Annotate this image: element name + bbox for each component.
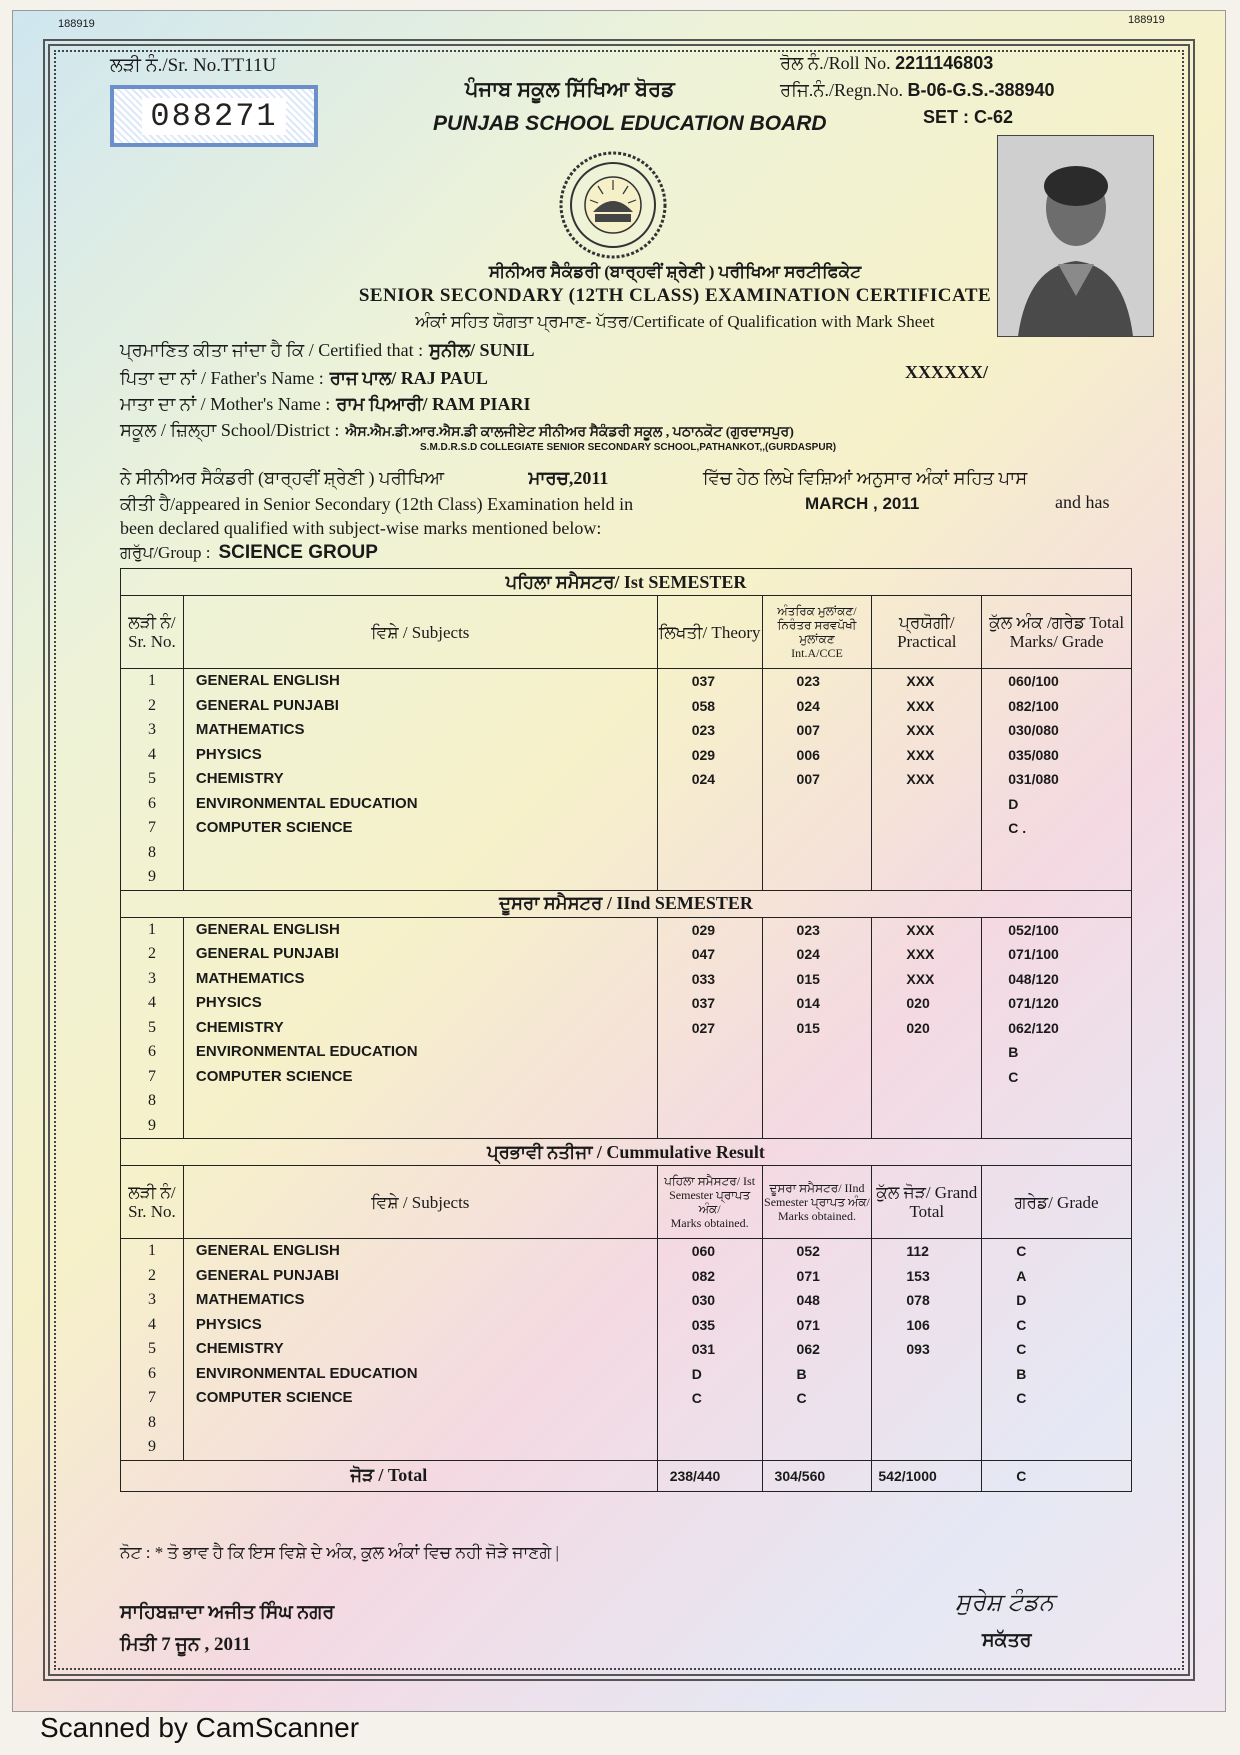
cell: 033: [691, 970, 716, 987]
cum-s2: [762, 1239, 872, 1461]
student-name: ਸੁਨੀਲ/ SUNIL: [429, 340, 535, 360]
cell: 2: [147, 696, 156, 714]
cell: 4: [147, 994, 156, 1011]
and-has: and has: [1055, 492, 1110, 512]
group-label: ਗਰੁੱਪ/Group :: [120, 543, 211, 562]
cell: PHYSICS: [195, 745, 262, 763]
cum-subjects: [183, 1239, 657, 1461]
cell: [872, 1114, 981, 1139]
cell: 093: [906, 1341, 930, 1357]
cell: 106: [906, 1316, 930, 1333]
marks-table: [120, 568, 1132, 1492]
cell: [872, 865, 981, 890]
group-field: [120, 542, 378, 564]
cell: 037: [691, 995, 716, 1011]
cell: 082/100: [1008, 697, 1059, 714]
cell: 9: [147, 1438, 156, 1455]
issue-place: ਸਾਹਿਬਜ਼ਾਦਾ ਅਜੀਤ ਸਿੰਘ ਨਗਰ: [120, 1602, 335, 1623]
cell: 007: [796, 771, 820, 787]
certified-label: ਪ੍ਰਮਾਣਿਤ ਕੀਤਾ ਜਾਂਦਾ ਹੈ ਕਿ / Certified that :: [120, 340, 424, 360]
cell: GENERAL PUNJABI: [195, 945, 339, 962]
cell: ENVIRONMENTAL EDUCATION: [195, 1364, 418, 1382]
cell: 5: [147, 1340, 156, 1357]
cell: COMPUTER SCIENCE: [195, 1067, 353, 1085]
cell: 8: [147, 1092, 156, 1109]
cell: XXX: [906, 970, 935, 987]
cell: 112: [906, 1243, 929, 1259]
total-grand: 542/1000: [872, 1460, 982, 1491]
cell: 047: [691, 946, 716, 962]
cum-grand: [872, 1239, 982, 1461]
cell: 023: [691, 722, 716, 738]
sem1-total: [982, 669, 1132, 891]
cell: [982, 1114, 1131, 1139]
cell: 006: [796, 746, 820, 763]
cell: [982, 1435, 1131, 1460]
cell: ENVIRONMENTAL EDUCATION: [195, 794, 418, 812]
cell: XXX: [906, 771, 935, 787]
cell: [196, 1089, 657, 1114]
certified-field: [120, 340, 535, 361]
exam-line-3: been declared qualified with subject-wise marks mentioned below:: [120, 518, 602, 538]
cell: [872, 1386, 981, 1411]
cell: [763, 816, 872, 841]
father-name: ਰਾਜ ਪਾਲ/ RAJ PAUL: [329, 368, 488, 388]
cum-col-sr: ਲੜੀ ਨੰ/ Sr. No.: [121, 1166, 184, 1239]
cell: CHEMISTRY: [195, 770, 284, 787]
cell: [658, 1114, 762, 1139]
cell: C: [1016, 1390, 1027, 1406]
cell: 6: [147, 1043, 156, 1060]
cell: [658, 1065, 762, 1090]
cell: B: [1008, 1044, 1019, 1060]
cell: [872, 1435, 981, 1460]
cell: 023: [796, 921, 820, 938]
cell: PHYSICS: [195, 1315, 262, 1333]
cell: 153: [906, 1267, 930, 1284]
cell: 031: [691, 1341, 716, 1357]
cell: C: [1016, 1243, 1027, 1259]
mother-name: ਰਾਮ ਪਿਆਰੀ/ RAM PIARI: [336, 394, 531, 414]
cell: [196, 865, 657, 890]
cell: 2: [147, 945, 156, 962]
sem1-int: [762, 669, 872, 891]
cell: 031/080: [1008, 771, 1059, 787]
cell: D: [1016, 1292, 1027, 1308]
cell: 1: [147, 920, 156, 938]
cell: [763, 1114, 872, 1139]
cell: 058: [691, 697, 716, 714]
cell: GENERAL PUNJABI: [195, 696, 339, 714]
cell: [982, 1089, 1131, 1114]
cum-col-s1-en: Marks obtained.: [670, 1216, 749, 1230]
sem2-rows: [121, 917, 1132, 1139]
cell: [196, 1114, 657, 1139]
father-field: [120, 368, 488, 389]
sem2-practical: [872, 917, 982, 1139]
total-s2: 304/560: [762, 1460, 872, 1491]
sem2-int: [762, 917, 872, 1139]
cell: 1: [147, 672, 156, 689]
cell: XXX: [906, 673, 935, 689]
cell: 071: [796, 1316, 820, 1333]
cell: 6: [147, 794, 156, 812]
sem2-subjects: [183, 917, 657, 1139]
cell: [658, 865, 762, 890]
sem2-title: ਦੂਸਰਾ ਸਮੈਸਟਰ / IInd SEMESTER: [121, 890, 1132, 917]
exam-line-1: [120, 468, 1027, 489]
cell: 1: [147, 1242, 156, 1259]
certificate-title-punjabi: ਸੀਨੀਅਰ ਸੈਕੰਡਰੀ (ਬਾਰ੍ਹਵੀਂ ਸ਼੍ਰੇਣੀ ) ਪਰੀਖਿਆ ਸਰਟੀਫਿਕੇਟ: [488, 262, 862, 281]
cell: 029: [691, 921, 716, 938]
cell: [763, 841, 872, 866]
sem2-theory: [657, 917, 762, 1139]
cell: 071: [796, 1267, 820, 1284]
col-total: ਕੁੱਲ ਅੰਕ /ਗਰੇਡ Total Marks/ Grade: [982, 596, 1132, 669]
cell: [872, 1065, 981, 1090]
cell: COMPUTER SCIENCE: [195, 819, 353, 836]
cum-s1: [657, 1239, 762, 1461]
cell: 062/120: [1008, 1019, 1059, 1036]
cum-header: [121, 1139, 1132, 1166]
scanner-watermark: Scanned by CamScanner: [40, 1712, 360, 1743]
cell: 8: [147, 843, 156, 861]
cell: [658, 1435, 762, 1460]
cell: CHEMISTRY: [195, 1018, 284, 1036]
footer-note: ਨੋਟ : * ਤੋ ਭਾਵ ਹੈ ਕਿ ਇਸ ਵਿਸ਼ੇ ਦੇ ਅੰਕ, ਕੁਲ ਅੰਕਾਂ ਵਿਚ ਨਹੀ ਜੋੜੇ ਜਾਣਗੇ |: [120, 1543, 559, 1562]
cell: 060/100: [1008, 673, 1059, 689]
cell: 3: [147, 1291, 156, 1308]
school-name-english: S.M.D.R.S.D COLLEGIATE SENIOR SECONDARY SCHOOL,PATHANKOT,,(GURDASPUR): [420, 442, 837, 453]
cell: C: [1016, 1341, 1027, 1357]
total-row: [121, 1460, 1132, 1491]
cell: 030/080: [1008, 722, 1059, 738]
col-int-pa: ਅੰਤਰਿਕ ਮੁਲਾਂਕਣ/ਨਿਰੰਤਰ ਸਰਵਪੱਖੀ ਮੁਲਾਂਕਣ: [777, 604, 857, 646]
cell: [763, 792, 872, 817]
cum-col-s2-pa: ਦੂਸਰਾ ਸਮੈਸਟਰ/ IInd Semester ਪ੍ਰਾਪਤ ਅੰਕ/: [764, 1181, 870, 1209]
cell: CHEMISTRY: [195, 1340, 284, 1357]
cell: [196, 1435, 657, 1460]
cell: GENERAL ENGLISH: [195, 1242, 340, 1259]
cell: GENERAL ENGLISH: [195, 920, 340, 938]
cell: XXX: [906, 746, 935, 763]
cell: 014: [796, 995, 820, 1011]
cell: [982, 841, 1131, 866]
col-sr: ਲੜੀ ਨੰ/ Sr. No.: [121, 596, 184, 669]
cell: 5: [147, 1018, 156, 1036]
cell: XXX: [906, 946, 935, 962]
sem1-title: ਪਹਿਲਾ ਸਮੈਸਟਰ/ Ist SEMESTER: [121, 569, 1132, 596]
cell: MATHEMATICS: [195, 721, 305, 738]
set-code: SET : C-62: [923, 107, 1014, 127]
sem2-total: [982, 917, 1132, 1139]
cell: 3: [147, 969, 156, 987]
cell: 048: [796, 1292, 820, 1308]
cell: [763, 865, 872, 890]
cell: 7: [147, 819, 156, 836]
cell: [196, 1411, 657, 1436]
cell: [763, 1435, 872, 1460]
cell: 052: [796, 1243, 820, 1259]
certificate-title: SENIOR SECONDARY (12TH CLASS) EXAMINATION CERTIFICATE: [358, 285, 992, 306]
total-grade: C: [982, 1460, 1132, 1491]
cell: 007: [796, 722, 820, 738]
cell: [658, 1040, 762, 1065]
cum-numbers: [121, 1239, 184, 1461]
serial-label: ਲੜੀ ਨੰ./Sr. No.TT11U: [110, 55, 277, 76]
serial-number-box: [110, 85, 318, 147]
exam-month-pa: ਮਾਰਚ,2011: [528, 468, 609, 488]
cell: [658, 1089, 762, 1114]
cell: 024: [796, 697, 820, 714]
exam-line-1a: ਨੇ ਸੀਨੀਅਰ ਸੈਕੰਡਰੀ (ਬਾਰ੍ਹਵੀਂ ਸ਼੍ਰੇਣੀ ) ਪਰੀਖਿਆ: [120, 468, 445, 488]
cum-col-grade: ਗਰੇਡ/ Grade: [982, 1166, 1132, 1239]
school-name: ਐਸ.ਐਮ.ਡੀ.ਆਰ.ਐਸ.ਡੀ ਕਾਲਜੀਏਟ ਸੀਨੀਅਰ ਸੈਕੰਡਰੀ ਸਕੂਲ , ਪਠਾਨਕੋਟ (ਗੁਰਦਾਸਪੁਰ): [345, 425, 794, 440]
cell: [658, 792, 762, 817]
cell: 020: [906, 995, 930, 1011]
sem1-subjects: [183, 669, 657, 891]
cell: 4: [147, 745, 156, 763]
total-s1: 238/440: [657, 1460, 762, 1491]
cum-col-s1-pa: ਪਹਿਲਾ ਸਮੈਸਟਰ/ Ist Semester ਪ੍ਰਾਪਤ ਅੰਕ/: [664, 1174, 756, 1216]
cell: 071/120: [1008, 995, 1059, 1011]
cell: 029: [691, 746, 716, 763]
cell: 052/100: [1008, 921, 1059, 938]
cell: C: [691, 1390, 702, 1406]
cell: C: [1016, 1316, 1027, 1333]
cell: [658, 816, 762, 841]
cell: [982, 1411, 1131, 1436]
total-label: ਜੋੜ / Total: [121, 1460, 658, 1491]
cell: 4: [147, 1315, 156, 1333]
cell: 9: [147, 1116, 156, 1134]
cell: 060: [691, 1243, 716, 1259]
cell: XXX: [906, 921, 935, 938]
cell: A: [1016, 1267, 1027, 1284]
exam-month: MARCH , 2011: [805, 494, 920, 513]
cell: 9: [147, 868, 156, 885]
cell: 048/120: [1008, 970, 1059, 987]
cell: XXX: [906, 697, 935, 714]
cell: 2: [147, 1266, 156, 1284]
cell: 082: [691, 1267, 716, 1284]
cell: GENERAL ENGLISH: [195, 672, 340, 689]
exam-line-2: ਕੀਤੀ ਹੈ/appeared in Senior Secondary (12th Class) Examination held in: [120, 494, 634, 514]
cell: 3: [147, 721, 156, 738]
cell: [658, 841, 762, 866]
cell: 8: [147, 1413, 156, 1431]
cum-col-s2: [762, 1166, 872, 1239]
cell: 024: [796, 946, 820, 962]
cell: XXX: [906, 722, 935, 738]
cell: PHYSICS: [195, 994, 262, 1011]
cell: B: [1016, 1365, 1027, 1382]
issue-date: ਮਿਤੀ 7 ਜੂਨ , 2011: [120, 1634, 251, 1655]
cell: [763, 1065, 872, 1090]
cell: MATHEMATICS: [195, 1291, 305, 1308]
cell: [982, 865, 1131, 890]
secretary-title: ਸਕੱਤਰ: [982, 1630, 1032, 1651]
cell: [763, 1040, 872, 1065]
roll-label: ਰੋਲ ਨੰ./Roll No.: [780, 53, 891, 73]
cell: 024: [691, 771, 716, 787]
certificate-subtitle: ਅੰਕਾਂ ਸਹਿਤ ਯੋਗਤਾ ਪ੍ਰਮਾਣ- ਪੱਤਰ/Certificate of Qualification with Mark Sheet: [415, 312, 935, 331]
cum-grade: [982, 1239, 1132, 1461]
col-int: [762, 596, 872, 669]
sem1-practical: [872, 669, 982, 891]
sem1-rows: [121, 669, 1132, 891]
regn-label: ਰਜਿ.ਨੰ./Regn.No.: [780, 80, 903, 100]
sem2-numbers: [121, 917, 184, 1139]
cum-col-grand: ਕੁੱਲ ਜੋੜ/ Grand Total: [872, 1166, 982, 1239]
cell: 7: [147, 1389, 156, 1406]
cell: COMPUTER SCIENCE: [195, 1389, 353, 1406]
board-name-english: PUNJAB SCHOOL EDUCATION BOARD: [433, 112, 827, 135]
cell: 071/100: [1008, 946, 1059, 962]
sem1-header: [121, 569, 1132, 596]
cum-column-headers: [121, 1166, 1132, 1239]
cell: C: [1008, 1068, 1019, 1085]
cell: 030: [691, 1292, 716, 1308]
corner-number-left: 188919: [58, 18, 95, 30]
cell: 035/080: [1008, 746, 1059, 763]
cell: [872, 792, 981, 817]
cum-title: ਪ੍ਰਭਾਵੀ ਨਤੀਜਾ / Cummulative Result: [121, 1139, 1132, 1166]
exam-line-1b: ਵਿੱਚ ਹੇਠ ਲਿਖੇ ਵਿਸ਼ਿਆਂ ਅਨੁਸਾਰ ਅੰਕਾਂ ਸਹਿਤ ਪਾਸ: [702, 468, 1028, 488]
cell: MATHEMATICS: [195, 969, 305, 987]
cell: 015: [796, 970, 820, 987]
cell: C .: [1008, 820, 1027, 836]
col-int-en: Int.A/CCE: [791, 646, 843, 660]
col-theory: ਲਿਖਤੀ/ Theory: [657, 596, 762, 669]
cell: 5: [147, 770, 156, 787]
xxx-mark: XXXXXX/: [905, 362, 988, 382]
sem1-column-headers: [121, 596, 1132, 669]
cell: GENERAL PUNJABI: [195, 1266, 339, 1284]
cell: 7: [147, 1067, 156, 1085]
school-label: ਸਕੂਲ / ਜ਼ਿਲ੍ਹਾ School/District :: [120, 420, 340, 440]
cum-col-s1: [657, 1166, 762, 1239]
cell: 037: [691, 673, 716, 689]
cell: [872, 816, 981, 841]
cell: [763, 1089, 872, 1114]
col-practical: ਪ੍ਰਯੋਗੀ/ Practical: [872, 596, 982, 669]
cell: 078: [906, 1292, 930, 1308]
cell: 015: [796, 1019, 820, 1036]
roll-number: 2211146803: [895, 53, 994, 73]
cell: [763, 1411, 872, 1436]
board-emblem-icon: [558, 150, 668, 260]
cell: 062: [796, 1341, 820, 1357]
mother-field: [120, 394, 531, 415]
secretary-signature: ਸੁਰੇਸ਼ ਟੰਡਨ: [955, 1590, 1054, 1616]
sem2-header: [121, 890, 1132, 917]
mother-label: ਮਾਤਾ ਦਾ ਨਾਂ / Mother's Name :: [120, 394, 331, 414]
sem1-numbers: [121, 669, 184, 891]
sem1-theory: [657, 669, 762, 891]
cell: [872, 841, 981, 866]
serial-number: 088271: [142, 98, 285, 135]
cell: 020: [906, 1019, 930, 1036]
cell: ENVIRONMENTAL EDUCATION: [195, 1043, 418, 1060]
cum-col-s2-en: Marks obtained.: [777, 1209, 856, 1223]
group-value: SCIENCE GROUP: [218, 542, 378, 563]
cell: [872, 1362, 981, 1387]
cell: [872, 1411, 981, 1436]
cell: 027: [691, 1019, 716, 1036]
cell: C: [796, 1390, 807, 1406]
cell: 023: [796, 673, 820, 689]
cell: [658, 1411, 762, 1436]
school-field: [120, 420, 794, 441]
cell: D: [691, 1365, 702, 1382]
board-name-punjabi: ਪੰਜਾਬ ਸਕੂਲ ਸਿੱਖਿਆ ਬੋਰਡ: [465, 78, 675, 101]
corner-number-right: 188919: [1128, 14, 1165, 26]
regn-number: B-06-G.S.-388940: [907, 80, 1055, 100]
cell: [872, 1040, 981, 1065]
cell: B: [796, 1365, 807, 1382]
cell: [196, 841, 657, 866]
father-label: ਪਿਤਾ ਦਾ ਨਾਂ / Father's Name :: [120, 368, 324, 388]
col-subjects: ਵਿਸ਼ੇ / Subjects: [183, 596, 657, 669]
cum-rows: [121, 1239, 1132, 1461]
cell: 6: [147, 1364, 156, 1382]
cell: [872, 1089, 981, 1114]
cell: D: [1008, 795, 1019, 812]
cum-col-subjects: ਵਿਸ਼ੇ / Subjects: [183, 1166, 657, 1239]
cell: 035: [691, 1316, 716, 1333]
